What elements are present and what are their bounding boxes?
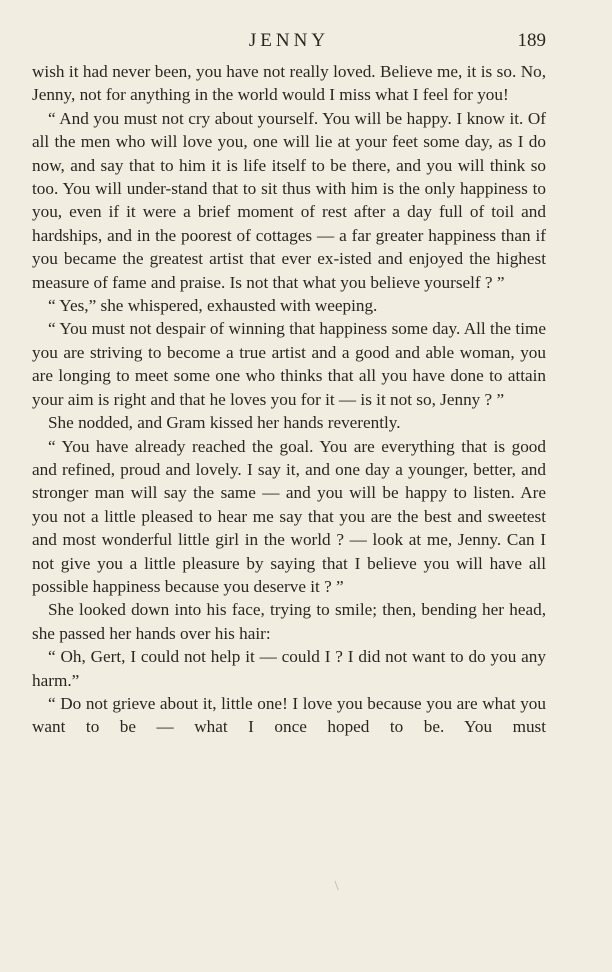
paragraph: She nodded, and Gram kissed her hands reverently. [48,413,401,433]
running-head [32,30,546,54]
paragraph: “ Yes,” she whispered, exhausted with weeping. [48,296,378,316]
page-number: 189 [517,30,546,51]
paper-mark [334,880,341,891]
running-title: JENNY [248,30,330,51]
paragraph: wish it had never been, you have not really loved. Believe me, it is so. No, Jenny, not for anything in the world would I miss what I feel for you! [32,62,546,105]
paragraph: “ And you must not cry about yourself. You will be happy. I know it. Of all the men who will love you, one will lie at your feet some day, as I do now, and say that to him it is life itself to be there, and you will think so too. You will under-stand that to sit thus with him is the only happiness to you, even if it were a brief moment of rest after a day full of toil and hardships, and in the poorest of cottages — a far greater happiness than if you became the greatest artist that ever ex-isted and enjoyed the highest measure of fame and praise. Is not that what you believe yourself ? ” [32,108,546,292]
paragraph: She looked down into his face, trying to smile; then, bending her head, she passed her hands over his hair: [32,600,546,643]
paragraph: “ Do not grieve about it, little one! I love you because you are what you want to be — what I once hoped to be. You must [32,693,546,737]
paragraph: “ Oh, Gert, I could not help it — could I ? I did not want to do you any harm.” [32,647,546,690]
body-text [32,60,546,739]
paragraph: “ You must not despair of winning that happiness some day. All the time you are striving to become a true artist and a good and able woman, you are longing to meet some one who thinks that all you have done to attain your aim is right and that he loves you for it — is it not so, Jenny ? ” [32,319,546,409]
paragraph: “ You have already reached the goal. You are everything that is good and refined, proud and lovely. I say it, and one day a younger, better, and stronger man will say the same — and you will be happy to listen. Are you not a little pleased to hear me say that you are the best and sweetest and most wonderful little girl in the world ? — look at me, Jenny. Can I not give you a little pleasure by saying that I believe you will have all possible happiness because you deserve it ? ” [32,436,546,596]
